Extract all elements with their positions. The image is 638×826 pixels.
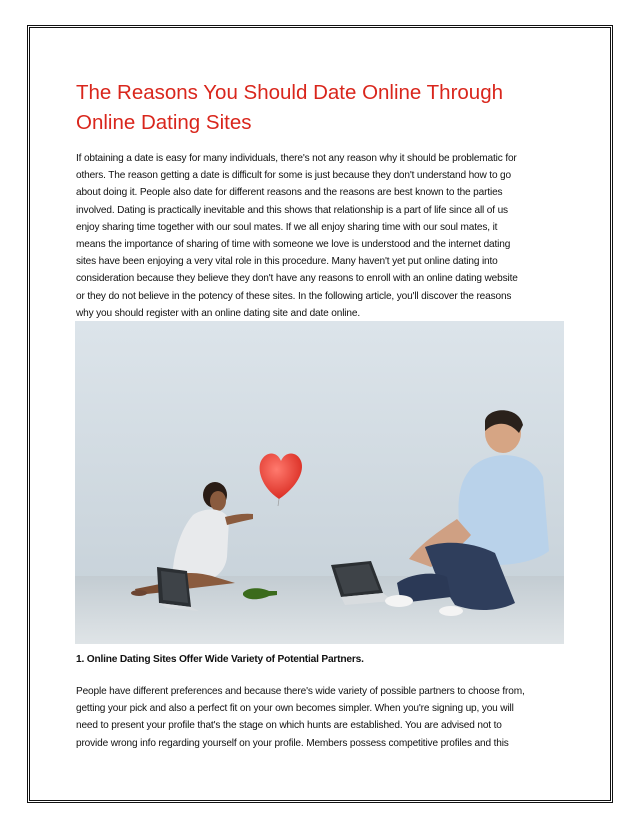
text-line: means the importance of sharing of time with someone we love is understood and the internet dating xyxy=(76,239,511,251)
section1-paragraph xyxy=(76,683,568,752)
text-line: If obtaining a date is easy for many individuals, there's not any reason why it should be problematic for xyxy=(76,153,517,164)
title-line-1: The Reasons You Should Date Online Through xyxy=(76,81,504,104)
text-line: People have different preferences and because there's wide variety of possible partners to choose from, xyxy=(76,686,525,697)
text-line: sites have been enjoying a very vital role in this procedure. Many haven't yet put online dating into xyxy=(76,256,498,268)
text-line: about doing it. People also date for different reasons and the reasons are best known to the parties xyxy=(76,187,503,199)
text-line: others. The reason getting a date is difficult for some is just because they don't understand how to go xyxy=(76,170,511,182)
title-line-2: Online Dating Sites xyxy=(76,111,252,134)
text-line: need to present your profile that's the stage on which hunts are established. You are advised not to xyxy=(76,720,502,732)
article-title xyxy=(76,78,576,138)
text-line: involved. Dating is practically inevitable and this shows that relationship is a part of life since all of us xyxy=(76,204,508,216)
text-line: or they do not believe in the potency of these sites. In the following article, you'll discover the reasons xyxy=(76,290,512,302)
text-line: provide wrong info regarding yourself on your profile. Members possess competitive profiles and this xyxy=(76,737,509,749)
text-line: getting your pick and also a perfect fit on your own becomes simpler. When you're signing up, you will xyxy=(76,703,514,715)
intro-paragraph xyxy=(76,150,568,322)
text-line: consideration because they believe they don't have any reasons to enroll with an online dating website xyxy=(76,273,518,285)
text-line: enjoy sharing time together with our soul mates. If we all enjoy sharing time with our soul mates, it xyxy=(76,221,498,233)
text-line: why you should register with an online dating site and date online. xyxy=(76,307,360,319)
dating-illustration xyxy=(75,321,564,644)
section1-heading: 1. Online Dating Sites Offer Wide Variety of Potential Partners. xyxy=(76,654,364,665)
dating-photo xyxy=(75,321,564,644)
